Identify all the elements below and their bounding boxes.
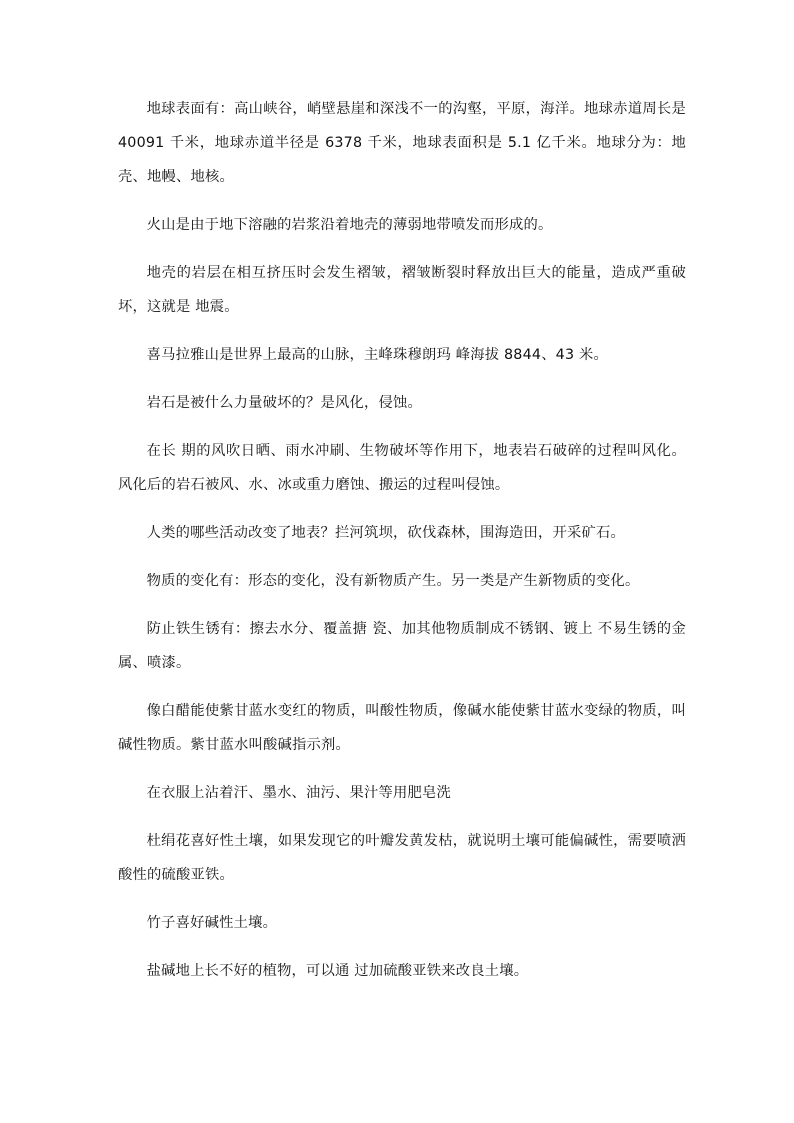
- paragraph-bamboo-soil: 竹子喜好碱性土壤。: [146, 915, 278, 931]
- paragraph-earthquake: 地壳的岩层在相互挤压时会发生褶皱，褶皱断裂时释放出巨大的能量，造成严重破坏，这就是 地震。: [118, 265, 686, 315]
- paragraph-soap-washing: 在衣服上沾着汗、墨水、油污、果汁等用肥皂洗: [146, 785, 452, 801]
- paragraph-rust-prevention: 防止铁生锈有：擦去水分、覆盖搪 瓷、加其他物质制成不锈钢、镀上 不易生锈的金属、喷漆。: [118, 621, 686, 671]
- paragraph-volcano: 火山是由于地下溶融的岩浆沿着地壳的薄弱地带喷发而形成的。: [146, 217, 553, 233]
- paragraph-human-activities: 人类的哪些活动改变了地表？拦河筑坝，砍伐森林，围海造田，开采矿石。: [146, 525, 625, 541]
- paragraph-earth-surface: 地球表面有：高山峡谷，峭壁悬崖和深浅不一的沟壑，平原，海洋。地球赤道周长是 40091 千米，地球赤道半径是 6378 千米，地球表面积是 5.1 亿千米。地球分为：地壳、地幔、地核。: [118, 101, 686, 185]
- paragraph-matter-changes: 物质的变化有：形态的变化，没有新物质产生。另一类是产生新物质的变化。: [146, 573, 640, 589]
- paragraph-acid-base: 像白醋能使紫甘蓝水变红的物质，叫酸性物质，像碱水能使紫甘蓝水变绿的物质，叫碱性物质。紫甘蓝水叫酸碱指示剂。: [118, 703, 686, 753]
- document-page: [118, 92, 686, 1002]
- paragraph-rock-question: 岩石是被什么力量破坏的？是风化，侵蚀。: [146, 395, 423, 411]
- paragraph-azalea-soil: 杜绢花喜好性土壤，如果发现它的叶瓣发黄发枯，就说明土壤可能偏碱性，需要喷洒酸性的硫酸亚铁。: [118, 833, 686, 883]
- paragraph-saline-soil: 盐碱地上长不好的植物，可以通 过加硫酸亚铁来改良土壤。: [146, 963, 529, 979]
- paragraph-weathering: 在长 期的风吹日晒、雨水冲刷、生物破坏等作用下，地表岩石破碎的过程叫风化。 风化后的岩石被风、水、冰或重力磨蚀、搬运的过程叫侵蚀。: [118, 443, 686, 493]
- paragraph-himalaya: 喜马拉雅山是世界上最高的山脉，主峰珠穆朗玛 峰海拔 8844、43 米。: [146, 347, 609, 363]
